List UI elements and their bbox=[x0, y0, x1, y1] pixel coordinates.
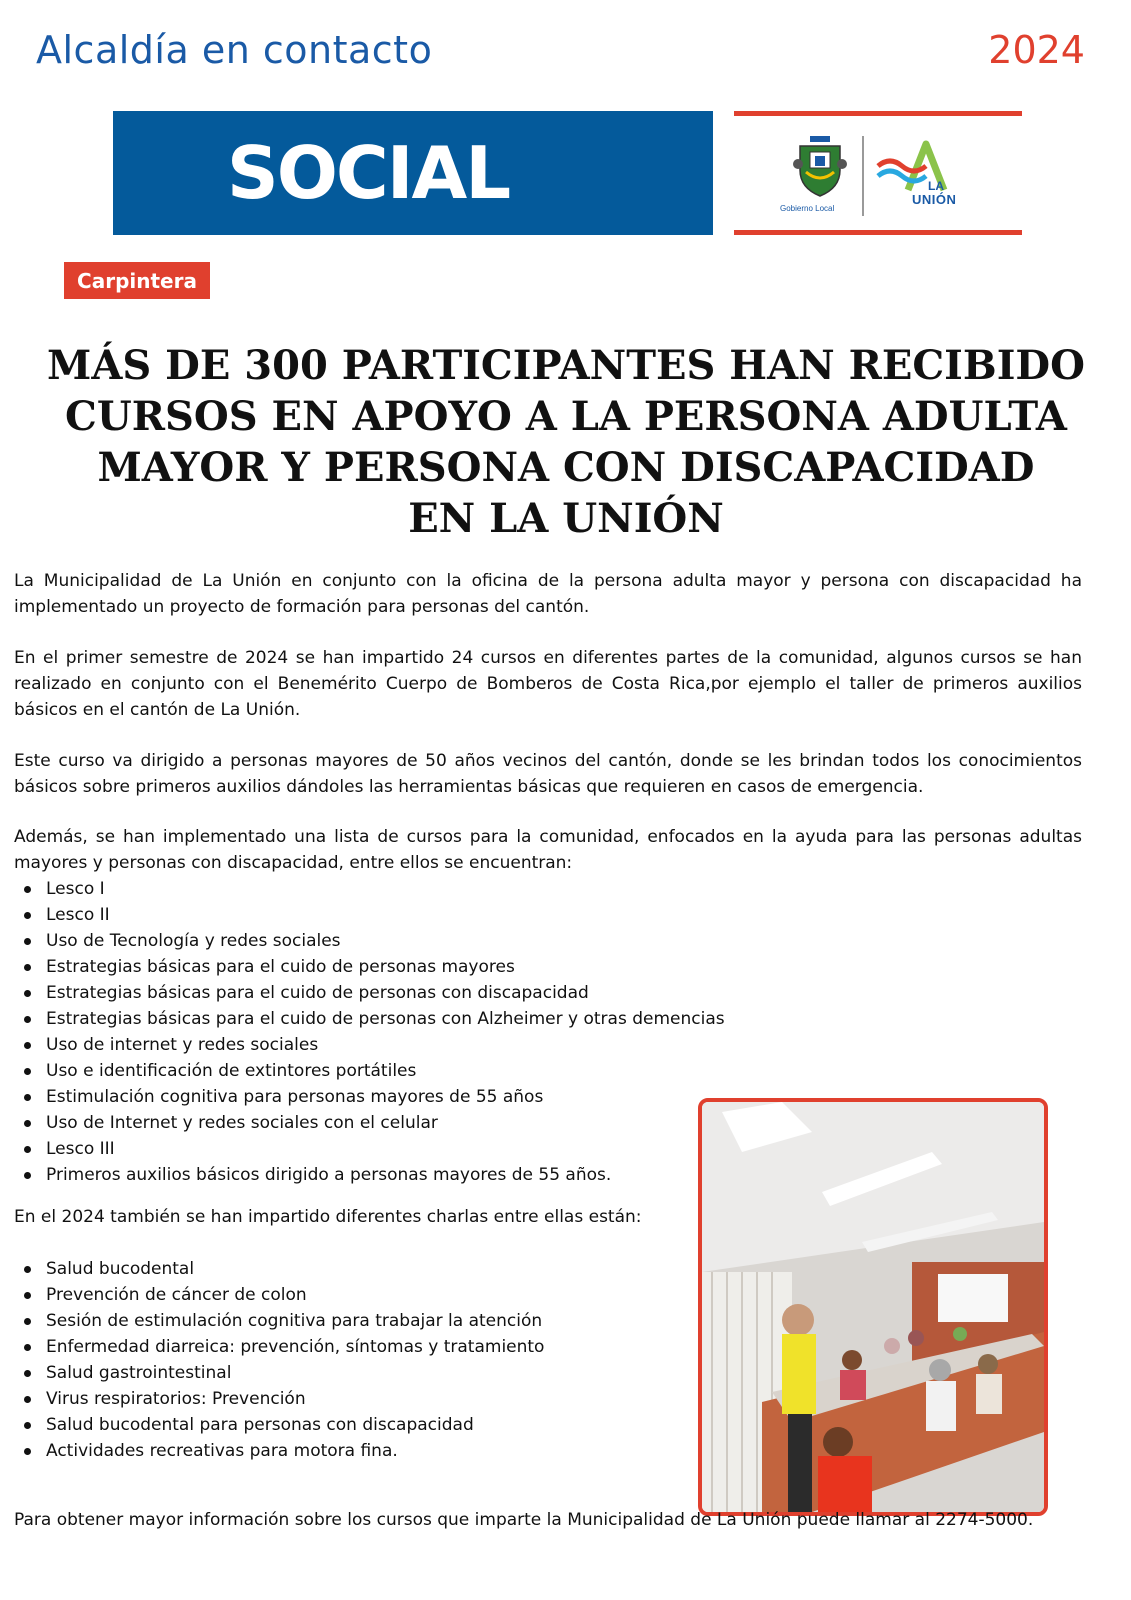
section-label: SOCIAL bbox=[226, 131, 510, 215]
list-item: Lesco I bbox=[22, 876, 725, 902]
list-item: Lesco III bbox=[22, 1136, 725, 1162]
paragraph-courses-count: En el primer semestre de 2024 se han impartido 24 cursos en diferentes partes de la comunidad, algunos cursos se han realizado en conjunto con el Benemérito Cuerpo de Bomberos de Costa Rica,por ejemplo el taller de primeros auxilios básicos en el cantón de La Unión. bbox=[14, 648, 1082, 720]
list-item: Prevención de cáncer de colon bbox=[22, 1282, 544, 1308]
coat-of-arms-icon bbox=[792, 134, 848, 200]
list-item: Lesco II bbox=[22, 902, 725, 928]
headline bbox=[40, 340, 1092, 544]
headline-line: EN LA UNIÓN bbox=[408, 495, 724, 542]
publication-year: 2024 bbox=[988, 28, 1085, 72]
list-item: Uso de Internet y redes sociales con el celular bbox=[22, 1110, 725, 1136]
section-banner bbox=[113, 111, 713, 235]
publication-title: Alcaldía en contacto bbox=[36, 28, 433, 72]
paragraph-first-aid: Este curso va dirigido a personas mayores de 50 años vecinos del cantón, donde se les brindan todos los conocimientos básicos sobre primeros auxilios dándoles las herramientas básicas que requieren en casos de emergencia. bbox=[14, 751, 1082, 797]
list-item: Uso e identificación de extintores portátiles bbox=[22, 1058, 725, 1084]
classroom-photo bbox=[698, 1098, 1048, 1516]
list-item: Salud bucodental bbox=[22, 1256, 544, 1282]
headline-line: CURSOS EN APOYO A LA PERSONA ADULTA bbox=[65, 393, 1067, 440]
category-tag: Carpintera bbox=[64, 262, 210, 299]
footer-contact: Para obtener mayor información sobre los cursos que imparte la Municipalidad de La Unión puede llamar al 2274-5000. bbox=[14, 1510, 1034, 1530]
list-item: Virus respiratorios: Prevención bbox=[22, 1386, 544, 1412]
headline-line: MÁS DE 300 PARTICIPANTES HAN RECIBIDO bbox=[47, 342, 1085, 389]
la-prefix: LA bbox=[928, 179, 944, 193]
headline-line: MAYOR Y PERSONA CON DISCAPACIDAD bbox=[97, 444, 1035, 491]
paragraph-talks-intro: En el 2024 también se han impartido diferentes charlas entre ellas están: bbox=[14, 1207, 642, 1227]
list-item: Salud gastrointestinal bbox=[22, 1360, 544, 1386]
list-item: Salud bucodental para personas con discapacidad bbox=[22, 1412, 544, 1438]
list-item: Sesión de estimulación cognitiva para trabajar la atención bbox=[22, 1308, 544, 1334]
list-item: Actividades recreativas para motora fina. bbox=[22, 1438, 544, 1464]
la-union-logo-icon bbox=[874, 138, 974, 196]
list-item: Primeros auxilios básicos dirigido a personas mayores de 55 años. bbox=[22, 1162, 725, 1188]
paragraph-course-list-intro: Además, se han implementado una lista de cursos para la comunidad, enfocados en la ayuda para las personas adultas mayores y personas con discapacidad, entre ellos se encuentran: bbox=[14, 827, 1082, 873]
list-item: Estrategias básicas para el cuido de personas con Alzheimer y otras demencias bbox=[22, 1006, 725, 1032]
paragraph-intro: La Municipalidad de La Unión en conjunto con la oficina de la persona adulta mayor y persona con discapacidad ha implementado un proyecto de formación para personas del cantón. bbox=[14, 571, 1082, 617]
course-list bbox=[22, 876, 725, 1188]
list-item: Uso de internet y redes sociales bbox=[22, 1032, 725, 1058]
list-item: Enfermedad diarreica: prevención, síntomas y tratamiento bbox=[22, 1334, 544, 1360]
list-item: Estimulación cognitiva para personas mayores de 55 años bbox=[22, 1084, 725, 1110]
list-item: Uso de Tecnología y redes sociales bbox=[22, 928, 725, 954]
classroom-photo-illustration bbox=[702, 1102, 1044, 1512]
talk-list bbox=[22, 1256, 544, 1464]
logo-box bbox=[734, 111, 1022, 235]
list-item: Estrategias básicas para el cuido de personas mayores bbox=[22, 954, 725, 980]
la-union-caption: UNIÓN bbox=[912, 192, 957, 207]
logo-divider bbox=[862, 136, 864, 216]
gobierno-local-caption: Gobierno Local bbox=[780, 204, 835, 213]
list-item: Estrategias básicas para el cuido de personas con discapacidad bbox=[22, 980, 725, 1006]
